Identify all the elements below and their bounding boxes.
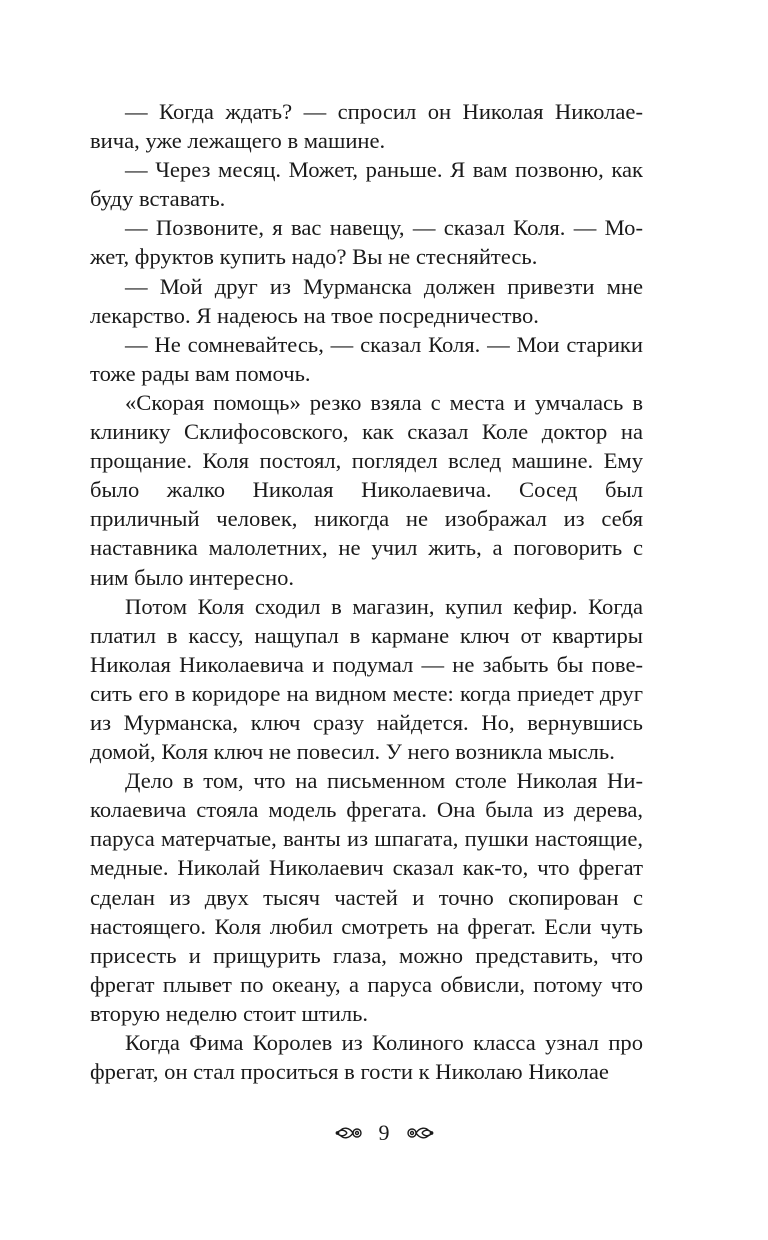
paragraph: Дело в том, что на письменном столе Николая Николаевича стояла модель фрегата. Она была из дерева, паруса матерчатые, ванты из шпагата, пушки настоящие, медные. Николай Николаевич сказал как-то, что фрегат сделан из двух тысяч частей и точно скопирован с настоящего. Коля любил смотреть на фрегат. Если чуть присесть и прищурить глаза, можно представить, что фрегат плывет по океану, а паруса обвисли, потому что вторую неделю стоит штиль. [90,768,643,1026]
paragraph: — Позвоните, я вас навещу, — сказал Коля. — Может, фруктов купить надо? Вы не стесняйтесь. [90,215,643,270]
paragraph: — Не сомневайтесь, — сказал Коля. — Мои старики тоже рады вам помочь. [90,331,643,386]
paragraph: Когда Фима Королев из Колиного класса узнал про фрегат, он стал проситься в гости к Николаю Николае [90,1030,643,1085]
page-footer [0,1118,768,1148]
page-number: 9 [378,1120,390,1145]
paragraph: — Мой друг из Мурманска должен привезти мне лекарство. Я надеюсь на твое посредничество. [90,273,643,328]
paragraph: Потом Коля сходил в магазин, купил кефир. Когда платил в кассу, нащупал в кармане ключ от квартиры Николая Николаевича и подумал — не забыть бы повесить его в коридоре на видном месте: когда приедет друг из Мурманска, ключ сразу найдется. Но, вернувшись домой, Коля ключ не повесил. У него возникла мысль. [90,593,643,765]
body-text [90,97,643,1086]
paragraph: «Скорая помощь» резко взяла с места и умчалась в клинику Склифосовского, как сказал Коле доктор на прощание. Коля постоял, поглядел вслед машине. Ему было жалко Николая Николаевича. Сосед был приличный человек, никогда не изображал из себя наставника малолетних, не учил жить, а поговорить с ним было интересно. [90,389,643,590]
paragraph: — Через месяц. Может, раньше. Я вам позвоню, как буду вставать. [90,157,643,212]
floral-ornament-icon [335,1123,365,1143]
paragraph: — Когда ждать? — спросил он Николая Николаевича, уже лежащего в машине. [90,99,643,154]
floral-ornament-icon [404,1123,434,1143]
